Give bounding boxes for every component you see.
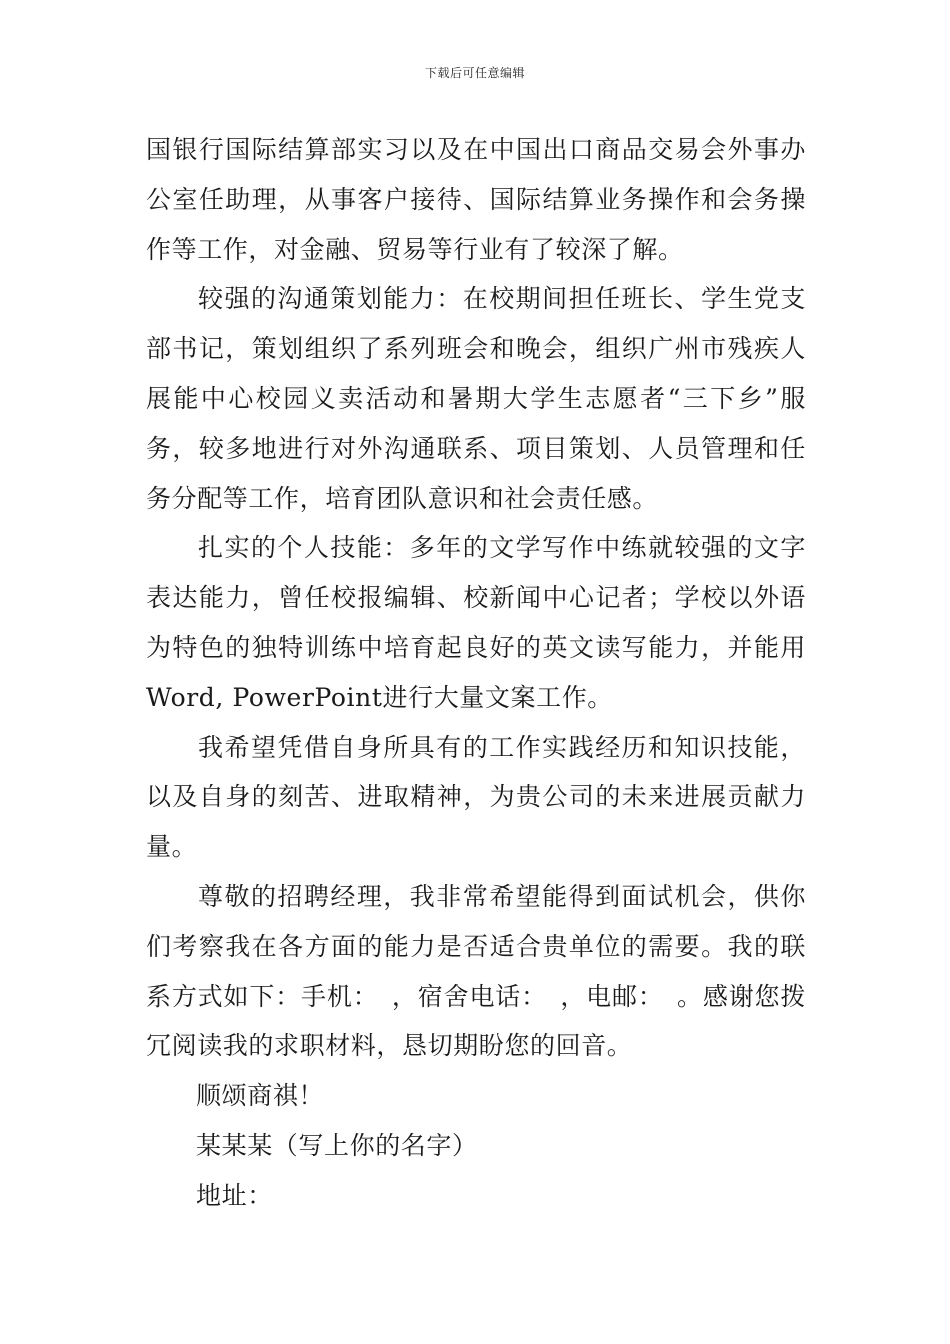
paragraph-internship-continuation: 国银行国际结算部实习以及在中国出口商品交易会外事办公室任助理，从事客户接待、国际结算业务操作和会务操作等工作，对金融、贸易等行业有了较深了解。 bbox=[146, 135, 806, 264]
paragraph-communication-skills: 较强的沟通策划能力：在校期间担任班长、学生党支部书记，策划组织了系列班会和晚会，组织广州市残疾人展能中心校园义卖活动和暑期大学生志愿者“三下乡”服务，较多地进行对外沟通联系、项目策划、人员管理和任务分配等工作，培育团队意识和社会责任感。 bbox=[146, 284, 806, 513]
page-header: 下载后可任意编辑 bbox=[424, 66, 525, 80]
paragraph-aspiration: 我希望凭借自身所具有的工作实践经历和知识技能，以及自身的刻苦、进取精神，为贵公司的未来进展贡献力量。 bbox=[146, 732, 806, 862]
letter-body bbox=[146, 125, 806, 1221]
signature-line: 某某某（写上你的名字） bbox=[196, 1130, 478, 1160]
address-line: 地址： bbox=[196, 1180, 273, 1210]
paragraph-contact-request: 尊敬的招聘经理，我非常希望能得到面试机会，供你们考察我在各方面的能力是否适合贵单位的需要。我的联系方式如下：手机： ，宿舍电话： ，电邮： 。感谢您拨冗阅读我的求职材料，恳切期盼您的回音。 bbox=[146, 881, 806, 1061]
closing-salutation: 顺颂商祺！ bbox=[196, 1081, 325, 1111]
paragraph-personal-skills: 扎实的个人技能：多年的文学写作中练就较强的文字表达能力，曾任校报编辑、校新闻中心记者；学校以外语为特色的独特训练中培育起良好的英文读写能力，并能用Word, PowerPoint进行大量文案工作。 bbox=[146, 533, 806, 712]
